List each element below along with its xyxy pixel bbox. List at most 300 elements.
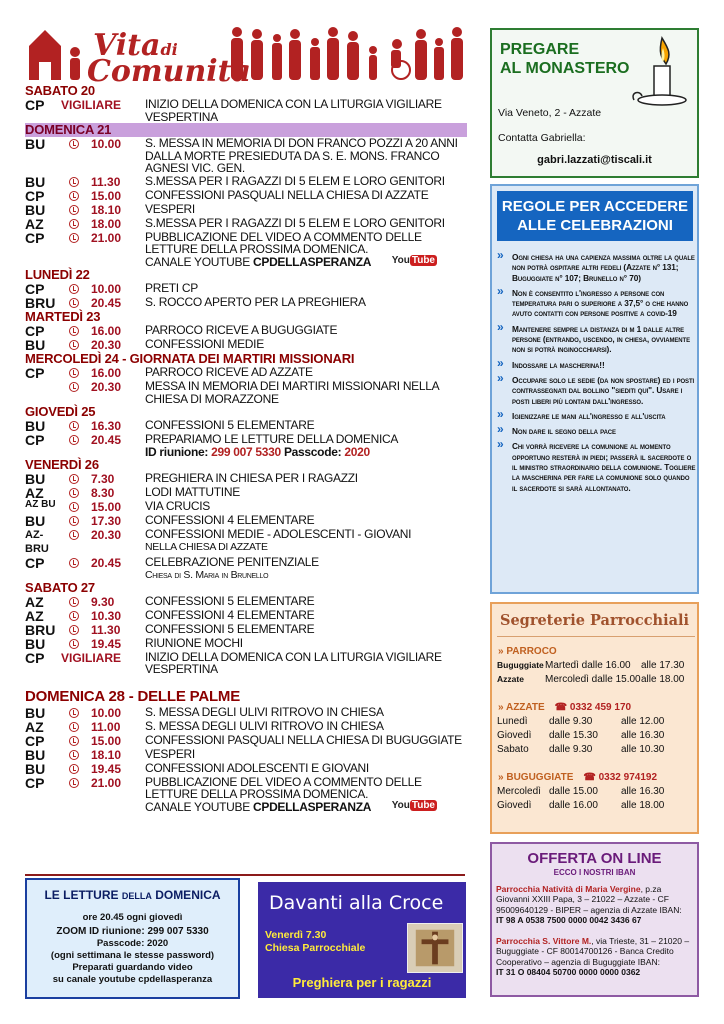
offices-day: Lunedì	[497, 716, 528, 727]
time-value: 15.00	[91, 733, 122, 748]
time-value: 11.30	[91, 622, 121, 637]
offices-buguggiate-heading: » BUGUGGIATE ☎ 0332 974192	[498, 772, 658, 783]
readings-title-della: DELLA	[121, 891, 152, 901]
event-description	[145, 338, 467, 351]
schedule-row	[25, 472, 467, 486]
offices-azzate-phone: ☎ 0332 459 170	[554, 702, 632, 713]
time-cell	[61, 500, 145, 514]
schedule-row	[25, 366, 467, 380]
offices-to: alle 10.30	[621, 744, 665, 755]
location-code: BU	[25, 513, 46, 529]
rule-item: » Mantenere sempre la distanza di m 1 dalle altre persone (entrando, uscendo, in chiesa, ovviamente non si potrà inginocchiarsi).	[496, 324, 696, 355]
rule-item: » Chi vorrà ricevere la comunione al momento opportuno resterà in piedi; passerà il sacerdote o il ministro straordinario della comunione. Togliere la mascherina per fare la comunione solo quando il sacerdote si sarà allontanato.	[496, 441, 696, 492]
location-code: BU	[25, 136, 46, 152]
time-cell	[61, 734, 145, 748]
clock-icon	[69, 736, 79, 746]
youtube-you: You	[391, 800, 410, 811]
schedule-row	[25, 282, 467, 296]
parish-name: Parrocchia S. Vittore M.	[496, 936, 592, 946]
clock-icon	[69, 326, 79, 336]
rules-list	[496, 252, 696, 498]
time-cell	[61, 98, 145, 112]
time-value: 15.00	[91, 500, 122, 514]
schedule-row	[25, 651, 467, 676]
event-description	[145, 734, 467, 747]
offices-azzate-heading: » AZZATE ☎ 0332 459 170	[498, 702, 632, 713]
event-text: VIA CRUCIS	[145, 499, 211, 513]
offices-to: alle 16.30	[621, 730, 665, 741]
time-cell	[61, 486, 145, 500]
zoom-id-value: 299 007 5330	[211, 444, 281, 459]
offices-from: dalle 9.30	[549, 744, 593, 755]
location-code: AZ-BRU	[25, 529, 49, 555]
time-value: 10.00	[91, 705, 122, 720]
channel-name[interactable]: CPDELLASPERANZA	[253, 799, 372, 814]
offices-from: dalle 15.00	[549, 786, 598, 797]
offices-box	[490, 602, 699, 834]
time-cell	[61, 528, 145, 542]
offices-parroco-label: PARROCO	[506, 646, 557, 657]
time-value: 11.30	[91, 174, 121, 189]
rule-item: » Igienizzare le mani all'ingresso e all'uscita	[496, 411, 696, 421]
clock-icon	[69, 177, 79, 187]
schedule-row	[25, 338, 467, 352]
location-code: BU	[25, 173, 46, 190]
event-description	[145, 98, 467, 123]
left-column	[25, 22, 467, 872]
cross-details	[265, 929, 365, 955]
time-cell	[61, 637, 145, 651]
event-text: PUBBLICAZIONE DEL VIDEO A COMMENTO DELLE LETTURE DELLA PROSSIMA DOMENICA.	[145, 774, 422, 801]
readings-line: su canale youtube cpdellasperanza	[52, 974, 213, 985]
day-heading: GIOVEDÌ 25	[25, 404, 96, 419]
header-banner	[25, 22, 467, 89]
time-value: 20.30	[91, 528, 122, 542]
time-value: 11.00	[91, 719, 121, 734]
event-text: PRETI CP	[145, 281, 198, 295]
schedule-row	[25, 609, 467, 623]
offices-buguggiate-phone: ☎ 0332 974192	[583, 772, 658, 783]
event-description	[145, 366, 467, 379]
donation-title: OFFERTA ON LINE	[527, 850, 662, 867]
clock-icon	[69, 597, 79, 607]
day-heading: DOMENICA 21	[25, 123, 467, 137]
location-code: CP	[25, 281, 45, 297]
event-text: VESPERI	[145, 746, 195, 761]
readings-line: Passcode: 2020	[96, 938, 169, 949]
time-cell	[61, 419, 145, 433]
clock-icon	[69, 611, 79, 621]
clock-icon	[69, 368, 79, 378]
event-description	[145, 748, 467, 761]
time-cell	[61, 217, 145, 231]
offices-place: Buguggiate	[497, 660, 544, 670]
schedule-row	[25, 528, 467, 556]
offices-row	[497, 786, 664, 797]
event-text: S.MESSA PER I RAGAZZI DI 5 ELEM E LORO GENITORI	[145, 173, 445, 188]
time-cell	[61, 556, 145, 570]
time-value: 21.00	[91, 775, 122, 790]
time-cell	[61, 762, 145, 776]
event-description	[145, 203, 467, 216]
rule-item: » Ogni chiesa ha una capienza massima oltre la quale non potrà ospitare altri fedeli (Azzate n° 131; Buguggiate n° 107; Brunello n° 70)	[496, 252, 696, 283]
location-code: BRU	[25, 295, 56, 311]
schedule-row	[25, 595, 467, 609]
clock-icon	[69, 298, 79, 308]
event-description	[145, 623, 467, 636]
event-text: VESPERI	[145, 201, 195, 216]
time-cell	[61, 720, 145, 734]
schedule-row	[25, 720, 467, 734]
youtube-tube: Tube	[411, 800, 435, 811]
logo	[87, 28, 251, 89]
clock-icon	[69, 191, 79, 201]
parish-iban: IT 31 O 08404 50700 0000 0000 0362	[496, 967, 641, 978]
logo-di: di	[160, 40, 178, 59]
clock-icon	[69, 139, 79, 149]
schedule-row	[25, 189, 467, 203]
clock-icon	[69, 530, 79, 540]
youtube-logo-icon[interactable]	[390, 254, 439, 270]
readings-title	[27, 888, 238, 902]
offices-day: Mercoledì	[497, 786, 541, 797]
location-code: CP	[25, 323, 45, 339]
offices-day: Sabato	[497, 744, 529, 755]
location-code: AZ	[25, 718, 44, 735]
offices-row	[497, 744, 664, 755]
clock-icon	[69, 722, 79, 732]
readings-line: Preparati guardando video	[72, 962, 193, 973]
clock-icon	[69, 625, 79, 635]
event-text: PREPARIAMO LE LETTURE DELLA DOMENICA	[145, 432, 399, 446]
time-cell	[61, 137, 145, 151]
offices-to: alle 16.30	[621, 786, 665, 797]
readings-line: (ogni settimana le stesse password)	[50, 950, 215, 961]
time-cell	[61, 623, 145, 637]
time-value: 16.00	[91, 324, 122, 338]
schedule-row	[25, 514, 467, 528]
time-value: 20.30	[91, 380, 122, 394]
time-value: 16.00	[91, 366, 122, 380]
schedule-row	[25, 203, 467, 217]
event-text: CONFESSIONI PASQUALI NELLA CHIESA DI BUGUGGIATE	[145, 732, 462, 747]
schedule-row	[25, 748, 467, 762]
location-code: CP	[25, 187, 45, 204]
event-description	[145, 419, 467, 432]
schedule-row	[25, 706, 467, 720]
clock-icon	[69, 558, 79, 568]
donation-parish-2	[496, 936, 696, 978]
event-description	[145, 217, 467, 230]
schedule-row	[25, 637, 467, 651]
day-heading: SABATO 20	[25, 83, 95, 98]
offices-to: alle 18.00	[641, 674, 685, 685]
event-text: PUBBLICAZIONE DEL VIDEO A COMMENTO DELLE LETTURE DELLA PROSSIMA DOMENICA.	[145, 229, 422, 256]
time-value: 9.30	[91, 594, 115, 609]
event-subnote: Chiesa di S. Maria in Brunello	[145, 568, 269, 581]
schedule-row	[25, 217, 467, 231]
location-code: BU	[25, 635, 46, 652]
time-value: 8.30	[91, 486, 115, 500]
event-description	[145, 433, 467, 458]
clock-icon	[69, 382, 79, 392]
location-code: CP	[25, 365, 45, 381]
time-cell	[61, 514, 145, 528]
clock-icon	[69, 764, 79, 774]
schedule	[25, 84, 467, 813]
location-code: CP	[25, 432, 45, 448]
event-description	[145, 595, 467, 608]
rule-item: » Non dare il segno della pace	[496, 426, 696, 436]
zoom-passcode-value: 2020	[344, 444, 370, 459]
offices-from: dalle 16.00	[549, 800, 598, 811]
location-code: BU	[25, 471, 46, 487]
time-cell	[61, 338, 145, 352]
event-description	[145, 282, 467, 295]
schedule-row	[25, 486, 467, 500]
event-text: S.MESSA PER I RAGAZZI DI 5 ELEM E LORO GENITORI	[145, 215, 445, 230]
event-text: CONFESSIONI 4 ELEMENTARE	[145, 607, 315, 622]
schedule-row	[25, 762, 467, 776]
time-cell	[61, 175, 145, 189]
clock-icon	[69, 488, 79, 498]
monastery-email-link[interactable]: gabri.lazzati@tiscali.it	[537, 154, 652, 166]
time-cell	[61, 472, 145, 486]
location-code: AZ	[25, 593, 44, 610]
time-cell	[61, 380, 145, 394]
offices-divider	[497, 636, 695, 637]
event-description	[145, 296, 467, 309]
readings-line: ore 20.45 ogni giovedì	[82, 912, 183, 923]
location-code: BU	[25, 746, 46, 763]
channel-label: CANALE YOUTUBE	[145, 254, 250, 269]
clock-icon	[69, 639, 79, 649]
schedule-row	[25, 776, 467, 814]
rules-title	[497, 191, 693, 241]
schedule-row	[25, 98, 467, 123]
time-value: 21.00	[91, 230, 122, 245]
schedule-row	[25, 734, 467, 748]
location-code: AZ BU	[25, 499, 56, 510]
zoom-id-label: ID riunione:	[145, 444, 209, 459]
clock-icon	[69, 233, 79, 243]
location-code: BU	[25, 201, 46, 218]
clock-icon	[69, 750, 79, 760]
day-heading: LUNEDÌ 22	[25, 267, 90, 282]
cross-prayer: Preghiera per i ragazzi	[292, 975, 432, 990]
offices-row	[497, 674, 684, 685]
time-value: 7.30	[91, 472, 115, 486]
day-heading: VENERDÌ 26	[25, 457, 99, 472]
time-value: 18.10	[91, 202, 122, 217]
event-description	[145, 762, 467, 775]
time-value: 17.30	[91, 514, 122, 528]
clock-icon	[69, 474, 79, 484]
monastery-box	[490, 28, 699, 178]
offices-to: alle 12.00	[621, 716, 665, 727]
youtube-tube: Tube	[411, 255, 435, 266]
event-text: S. MESSA IN MEMORIA DI DON FRANCO POZZI A 20 ANNI DALLA MORTE PRESIEDUTA DA S. E. MONS. FRANCO AGNESI VIC. GEN.	[145, 136, 458, 175]
clock-icon	[69, 778, 79, 788]
location-code: AZ	[25, 485, 44, 501]
time-cell	[61, 748, 145, 762]
offices-from: Mercoledì dalle 15.00	[545, 674, 641, 685]
time-cell	[61, 609, 145, 623]
event-text: CONFESSIONI ADOLESCENTI E GIOVANI	[145, 760, 369, 775]
offices-row	[497, 800, 664, 811]
candle-icon	[632, 36, 692, 108]
schedule-row	[25, 380, 467, 405]
event-text: PARROCO RICEVE A BUGUGGIATE	[145, 323, 338, 337]
donation-box	[490, 842, 699, 997]
day-heading: MARTEDÌ 23	[25, 309, 101, 324]
location-code: BU	[25, 760, 46, 777]
rule-item: » Occupare solo le sedie (da non spostare) ed i posti contrassegnati dal bollino "siediti qui". Usare i posti liberi più lontani dall'ingresso.	[496, 375, 696, 406]
offices-parroco-heading: » PARROCO	[498, 646, 557, 657]
event-description	[145, 472, 467, 485]
event-text: PREGHIERA IN CHIESA PER I RAGAZZI	[145, 471, 358, 485]
rules-title-line1: REGOLE PER ACCEDERE	[501, 198, 689, 215]
time-cell	[61, 706, 145, 720]
event-text: PARROCO RICEVE AD AZZATE	[145, 365, 313, 379]
parish-details: , via Trieste, 31 – 21020 – Buguggiate - CF 80014700126 - Banca Credito Cooperativo – agenzia di Buguggiate IBAN:	[496, 936, 690, 967]
monastery-title-line2: AL MONASTERO	[500, 60, 630, 77]
time-cell	[61, 776, 145, 790]
event-text: INIZIO DELLA DOMENICA CON LA LITURGIA VIGILIARE VESPERTINA	[145, 649, 442, 676]
schedule-row	[25, 556, 467, 581]
schedule-row	[25, 433, 467, 458]
time-value: 20.45	[91, 433, 122, 447]
event-description	[145, 324, 467, 337]
location-code: BRU	[25, 621, 56, 638]
time-cell	[61, 651, 145, 665]
donation-subtitle: ECCO I NOSTRI IBAN	[553, 868, 636, 877]
location-code: CP	[25, 229, 45, 246]
schedule-row	[25, 419, 467, 433]
offices-to: alle 17.30	[641, 660, 685, 671]
rules-box	[490, 184, 699, 594]
cross-time: Venerdì 7.30	[265, 929, 327, 941]
clock-icon	[69, 421, 79, 431]
offices-place: Azzate	[497, 674, 524, 684]
event-description	[145, 720, 467, 733]
readings-title-letture: LETTURE	[63, 888, 119, 902]
channel-label: CANALE YOUTUBE	[145, 799, 250, 814]
channel-name[interactable]: CPDELLASPERANZA	[253, 254, 372, 269]
event-description	[145, 637, 467, 650]
time-value: 15.00	[91, 188, 122, 203]
time-cell	[61, 296, 145, 310]
time-cell	[61, 595, 145, 609]
offices-day: Giovedì	[497, 800, 532, 811]
schedule-row	[25, 137, 467, 175]
schedule-row	[25, 175, 467, 189]
readings-title-le: LE	[44, 888, 60, 902]
readings-box	[25, 878, 240, 999]
event-description	[145, 651, 467, 676]
crucifix-image-icon	[407, 923, 463, 973]
clock-icon	[69, 205, 79, 215]
offices-buguggiate-label: BUGUGGIATE	[506, 772, 574, 783]
location-code: BU	[25, 418, 46, 434]
divider	[25, 874, 465, 876]
monastery-contact: Contatta Gabriella:	[498, 132, 586, 144]
parish-name: Parrocchia Natività di Maria Vergine	[496, 884, 641, 894]
parish-details: , p.za Giovanni XXIII Papa, 3 – 21022 – Azzate - CF 95009640129 - BIPER – agenzia di Azzate IBAN:	[496, 884, 682, 915]
time-value: 18.00	[91, 216, 122, 231]
parish-iban: IT 98 A 0538 7500 0000 0042 3436 67	[496, 915, 642, 926]
location-code: CP	[25, 649, 45, 666]
time-value: 16.30	[91, 419, 122, 433]
day-heading: MERCOLEDÌ 24 - GIORNATA DEI MARTIRI MISSIONARI	[25, 351, 355, 366]
location-code: CP	[25, 732, 45, 749]
youtube-logo-icon[interactable]	[390, 799, 439, 815]
time-cell	[61, 324, 145, 338]
location-code: AZ	[25, 607, 44, 624]
event-description	[145, 175, 467, 188]
event-text: MESSA IN MEMORIA DEI MARTIRI MISSIONARI NELLA CHIESA DI MORAZZONE	[145, 379, 439, 406]
event-text: S. MESSA DEGLI ULIVI RITROVO IN CHIESA	[145, 718, 384, 733]
time-value: 20.30	[91, 338, 122, 352]
rule-item: » Non è consentito l'ingresso a persone con temperatura pari o superiore a 37,5° o che hanno avuto contatti con persone positive a covid-19	[496, 288, 696, 319]
time-value: 19.45	[91, 761, 122, 776]
event-description	[145, 514, 467, 527]
schedule-row	[25, 500, 467, 514]
offices-from: dalle 15.30	[549, 730, 598, 741]
monastery-title	[500, 40, 629, 78]
event-text: CONFESSIONI 5 ELEMENTARE	[145, 621, 315, 636]
monastery-title-line1: PREGARE	[500, 41, 580, 58]
schedule-row	[25, 231, 467, 269]
time-value: 10.00	[91, 137, 122, 151]
offices-row	[497, 660, 684, 671]
schedule-row	[25, 324, 467, 338]
offices-to: alle 18.00	[621, 800, 665, 811]
event-description	[145, 500, 467, 513]
time-cell	[61, 231, 145, 245]
offices-from: Martedì dalle 16.00	[545, 660, 631, 671]
location-code: CP	[25, 555, 45, 571]
time-value: 18.10	[91, 747, 122, 762]
day-heading: DOMENICA 28 - DELLE PALME	[25, 687, 241, 705]
monastery-address: Via Veneto, 2 - Azzate	[498, 107, 602, 119]
rules-title-line2: ALLE CELEBRAZIONI	[517, 217, 673, 234]
clock-icon	[69, 708, 79, 718]
time-cell	[61, 366, 145, 380]
event-text: CELEBRAZIONE PENITENZIALE	[145, 555, 319, 569]
time-value: 20.45	[91, 556, 122, 570]
event-text: CONFESSIONI 5 ELEMENTARE	[145, 593, 315, 608]
clock-icon	[69, 219, 79, 229]
event-description	[145, 706, 467, 719]
event-description	[145, 609, 467, 622]
offices-from: dalle 9.30	[549, 716, 593, 727]
logo-vita: Vita	[93, 28, 161, 63]
event-description	[145, 189, 467, 202]
location-code: AZ	[25, 215, 44, 232]
cross-title: Davanti alla Croce	[269, 892, 444, 914]
clock-icon	[69, 516, 79, 526]
location-code: BU	[25, 337, 46, 353]
youtube-you: You	[391, 255, 410, 266]
time-value: 19.45	[91, 636, 122, 651]
clock-icon	[69, 502, 79, 512]
offices-row	[497, 730, 664, 741]
event-text: CONFESSIONI MEDIE	[145, 337, 264, 351]
day-heading: SABATO 27	[25, 579, 95, 595]
event-text: INIZIO DELLA DOMENICA CON LA LITURGIA VIGILIARE VESPERTINA	[145, 97, 442, 124]
logo-comunita: Comunità	[87, 54, 251, 89]
